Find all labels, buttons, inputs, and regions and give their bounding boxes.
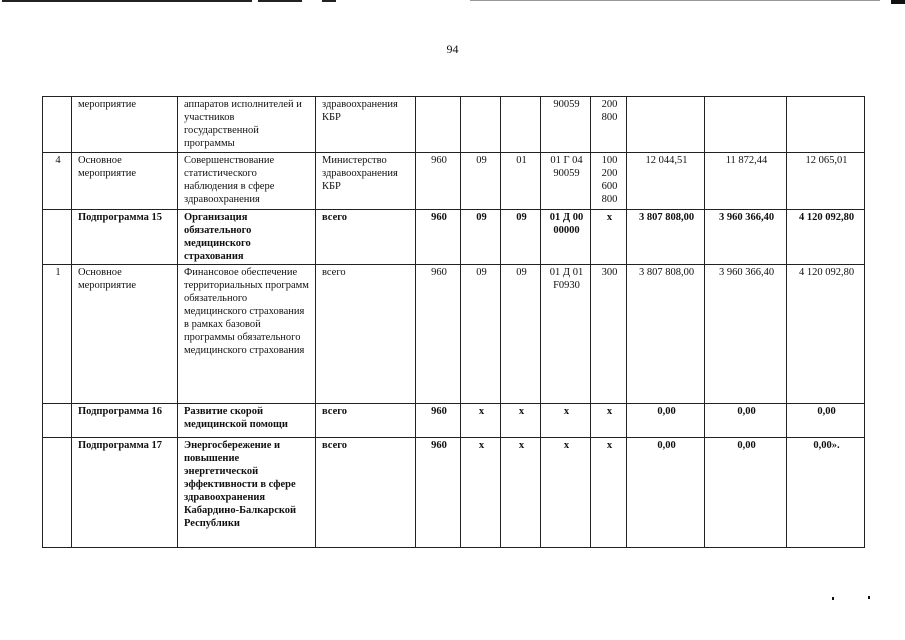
scan-mark (832, 597, 834, 600)
cell-section: 09 (461, 210, 501, 265)
cell-number (43, 438, 72, 548)
table-row (43, 438, 865, 548)
cell-name: Организация обязательного медицинского страхования (178, 210, 316, 265)
cell-section: х (461, 438, 501, 548)
cell-grbs: 960 (416, 265, 461, 404)
cell-name: аппаратов исполнителей и участников государственной программы (178, 97, 316, 153)
table-row (43, 265, 865, 404)
cell-year-3: 4 120 092,80 (787, 265, 865, 404)
cell-expense-type: 100 200 600 800 (591, 153, 627, 210)
budget-table (42, 96, 865, 548)
cell-executor: всего (316, 210, 416, 265)
cell-grbs: 960 (416, 438, 461, 548)
cell-expense-type: 200 800 (591, 97, 627, 153)
cell-year-1: 0,00 (627, 404, 705, 438)
cell-year-2: 3 960 366,40 (705, 210, 787, 265)
cell-number: 4 (43, 153, 72, 210)
page-number: 94 (446, 42, 459, 56)
cell-target-article: 01 Г 04 90059 (541, 153, 591, 210)
cell-year-2: 0,00 (705, 404, 787, 438)
cell-target-article: 01 Д 00 00000 (541, 210, 591, 265)
cell-year-3: 0,00». (787, 438, 865, 548)
scan-top-line (322, 0, 336, 2)
cell-year-1: 12 044,51 (627, 153, 705, 210)
cell-executor: всего (316, 438, 416, 548)
cell-year-1: 0,00 (627, 438, 705, 548)
cell-executor: здравоохранения КБР (316, 97, 416, 153)
cell-year-3 (787, 97, 865, 153)
cell-number (43, 210, 72, 265)
cell-year-2: 0,00 (705, 438, 787, 548)
cell-grbs: 960 (416, 404, 461, 438)
cell-subsection: 09 (501, 265, 541, 404)
table-row (43, 97, 865, 153)
cell-expense-type: х (591, 210, 627, 265)
cell-name: Развитие скорой медицинской помощи (178, 404, 316, 438)
cell-grbs (416, 97, 461, 153)
cell-year-1: 3 807 808,00 (627, 210, 705, 265)
cell-grbs: 960 (416, 153, 461, 210)
cell-number (43, 404, 72, 438)
cell-year-2: 11 872,44 (705, 153, 787, 210)
cell-year-2: 3 960 366,40 (705, 265, 787, 404)
table-row (43, 153, 865, 210)
cell-year-3: 12 065,01 (787, 153, 865, 210)
cell-year-1: 3 807 808,00 (627, 265, 705, 404)
cell-name: Энергосбережение и повышение энергетической эффективности в сфере здравоохранения Кабардино-Балкарской Республики (178, 438, 316, 548)
cell-target-article: 01 Д 01 F0930 (541, 265, 591, 404)
table-row (43, 404, 865, 438)
cell-subsection (501, 97, 541, 153)
cell-name: Финансовое обеспечение территориальных программ обязательного медицинского страхования в рамках базовой программы обязательного медицинского страхования (178, 265, 316, 404)
cell-section: х (461, 404, 501, 438)
cell-number (43, 97, 72, 153)
scan-top-line (2, 0, 252, 2)
cell-subsection: х (501, 404, 541, 438)
cell-status: Подпрограмма 15 (72, 210, 178, 265)
cell-name: Совершенствование статистического наблюдения в сфере здравоохранения (178, 153, 316, 210)
cell-expense-type: 300 (591, 265, 627, 404)
cell-status: Основное мероприятие (72, 265, 178, 404)
cell-year-1 (627, 97, 705, 153)
cell-status: Основное мероприятие (72, 153, 178, 210)
cell-subsection: 01 (501, 153, 541, 210)
cell-expense-type: х (591, 438, 627, 548)
scan-corner-mark (891, 0, 905, 4)
table-row (43, 210, 865, 265)
cell-subsection: 09 (501, 210, 541, 265)
scan-top-line (258, 0, 302, 2)
cell-expense-type: х (591, 404, 627, 438)
scan-mark (868, 596, 870, 599)
cell-subsection: х (501, 438, 541, 548)
cell-number: 1 (43, 265, 72, 404)
cell-executor: Министерство здравоохранения КБР (316, 153, 416, 210)
cell-section: 09 (461, 265, 501, 404)
cell-year-3: 4 120 092,80 (787, 210, 865, 265)
cell-section: 09 (461, 153, 501, 210)
cell-executor: всего (316, 265, 416, 404)
cell-target-article: 90059 (541, 97, 591, 153)
cell-target-article: х (541, 404, 591, 438)
cell-section (461, 97, 501, 153)
scan-top-line (470, 0, 880, 1)
cell-status: Подпрограмма 17 (72, 438, 178, 548)
cell-status: мероприятие (72, 97, 178, 153)
cell-executor: всего (316, 404, 416, 438)
cell-target-article: х (541, 438, 591, 548)
cell-year-3: 0,00 (787, 404, 865, 438)
cell-grbs: 960 (416, 210, 461, 265)
cell-year-2 (705, 97, 787, 153)
table-body (43, 97, 865, 548)
cell-status: Подпрограмма 16 (72, 404, 178, 438)
